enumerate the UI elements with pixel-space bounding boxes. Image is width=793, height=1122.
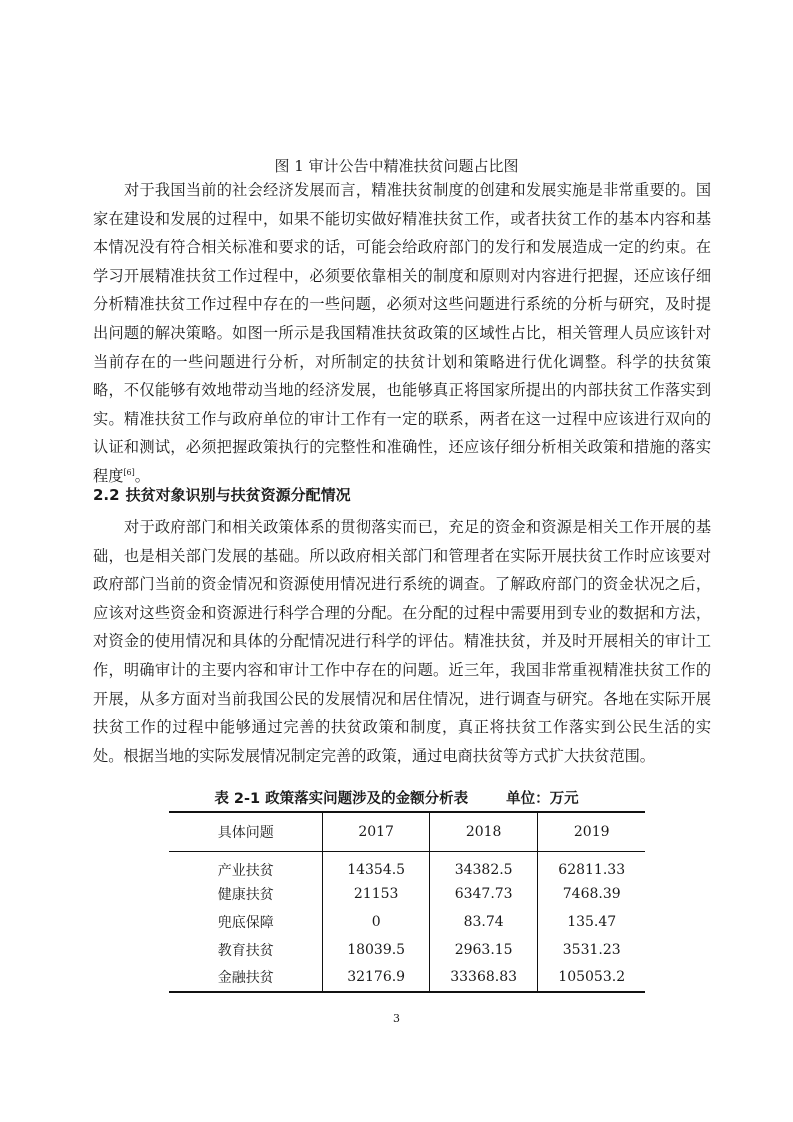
paragraph-text: 对于我国当前的社会经济发展而言，精准扶贫制度的创建和发展实施是非常重要的。国家在建设和发展的过程中，如果不能切实做好精准扶贫工作，或者扶贫工作的基本内容和基本情况没有符合相关标准和要求的话，可能会给政府部门的发行和发展造成一定的约束。在学习开展精准扶贫工作过程中，必须要依靠相关的制度和原则对内容进行把握，还应该仔细分析精准扶贫工作过程中存在的一些问题，必须对这些问题进行系统的分析与研究，及时提出问题的解决策略。如图一所示是我国精准扶贫政策的区域性占比，相关管理人员应该针对当前存在的一些问题进行分析，对所制定的扶贫计划和策略进行优化调整。科学的扶贫策略，不仅能够有效地带动当地的经济发展，也能够真正将国家所提出的内部扶贫工作落实到实。精准扶贫工作与政府单位的审计工作有一定的联系，两者在这一过程中应该进行双向的认证和测试，必须把握政策执行的完整性和准确性，还应该仔细分析相关政策和措施的落实程度 bbox=[93, 181, 711, 485]
table-header-cell: 2017 bbox=[323, 812, 429, 851]
table-title: 表 2-1 政策落实问题涉及的金额分析表 bbox=[214, 791, 469, 807]
table-row bbox=[169, 908, 645, 936]
table-cell: 6347.73 bbox=[429, 880, 538, 908]
table-cell: 105053.2 bbox=[538, 964, 645, 992]
table-cell: 18039.5 bbox=[323, 936, 429, 964]
table-cell: 32176.9 bbox=[323, 964, 429, 992]
body-paragraph-2: 对于政府部门和相关政策体系的贯彻落实而已，充足的资金和资源是相关工作开展的基础，也是相关部门发展的基础。所以政府相关部门和管理者在实际开展扶贫工作时应该要对政府部门当前的资金情况和资源使用情况进行系统的调查。了解政府部门的资金状况之后，应该对这些资金和资源进行科学合理的分配。在分配的过程中需要用到专业的数据和方法，对资金的使用情况和具体的分配情况进行科学的评估。精准扶贫，并及时开展相关的审计工作，明确审计的主要内容和审计工作中存在的问题。近三年，我国非常重视精准扶贫工作的开展，从多方面对当前我国公民的发展情况和居住情况，进行调查与研究。各地在实际开展扶贫工作的过程中能够通过完善的扶贫政策和制度，真正将扶贫工作落实到公民生活的实处。根据当地的实际发展情况制定完善的政策，通过电商扶贫等方式扩大扶贫范围。 bbox=[93, 518, 711, 765]
figure-caption: 图 1 审计公告中精准扶贫问题占比图 bbox=[274, 157, 519, 175]
table-cell: 83.74 bbox=[429, 908, 538, 936]
section-heading bbox=[93, 485, 351, 505]
table-cell: 3531.23 bbox=[562, 941, 621, 958]
table-unit: 单位：万元 bbox=[506, 791, 579, 807]
table-header-cell: 2019 bbox=[538, 812, 645, 851]
table-cell: 62811.33 bbox=[558, 861, 626, 878]
table-cell: 21153 bbox=[323, 880, 429, 908]
paragraph-end: 。 bbox=[134, 466, 150, 485]
table-header-cell: 具体问题 bbox=[169, 812, 323, 851]
table-header-row bbox=[169, 812, 645, 851]
table-row bbox=[169, 880, 645, 908]
table-cell: 兜底保障 bbox=[169, 908, 323, 936]
table-cell: 产业扶贫 bbox=[169, 851, 323, 880]
body-paragraph-1 bbox=[93, 176, 711, 491]
amount-analysis-table bbox=[169, 811, 645, 993]
table-cell: 0 bbox=[323, 908, 429, 936]
table-header-cell: 2018 bbox=[429, 812, 538, 851]
table-cell: 33368.83 bbox=[429, 964, 538, 992]
table-cell: 金融扶贫 bbox=[169, 964, 323, 992]
page-number: 3 bbox=[393, 1012, 400, 1025]
citation-marker: [6] bbox=[123, 467, 135, 477]
table-cell: 34382.5 bbox=[429, 851, 538, 880]
table-cell: 135.47 bbox=[567, 913, 617, 930]
table-cell: 2963.15 bbox=[429, 936, 538, 964]
table-caption bbox=[0, 789, 793, 809]
table-row bbox=[169, 936, 645, 964]
table-cell: 教育扶贫 bbox=[169, 936, 323, 964]
section-title: 扶贫对象识别与扶贫资源分配情况 bbox=[125, 486, 351, 504]
table-cell: 14354.5 bbox=[323, 851, 429, 880]
table-row bbox=[169, 851, 645, 880]
table-cell: 7468.39 bbox=[562, 885, 621, 902]
table-row bbox=[169, 964, 645, 992]
table-cell: 健康扶贫 bbox=[169, 880, 323, 908]
section-number: 2.2 bbox=[93, 486, 120, 504]
